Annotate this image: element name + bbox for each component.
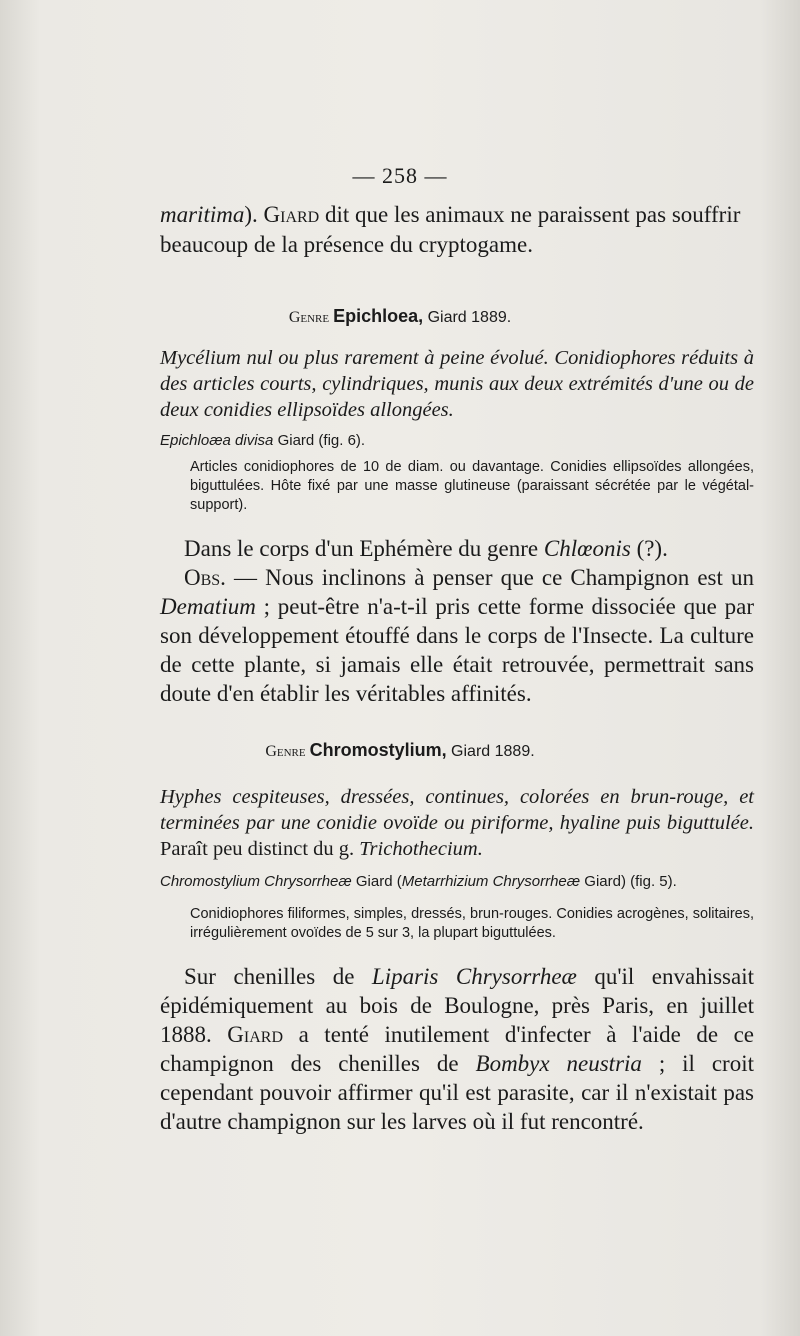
- diagnosis-text: Hyphes cespiteuses, dressées, continues, colorées en brun-rouge, et terminées par une conidie ovoïde ou piriforme, hyaline puis biguttulée.: [160, 786, 754, 834]
- section1-observation: [160, 563, 754, 708]
- para-text-d: ; il croit cependant pouvoir affirmer qu'il est parasite, car il n'existait pas d'autre champignon sur les larves où il fut rencontré.: [160, 1051, 754, 1134]
- page-number: — 258 —: [352, 163, 448, 188]
- diagnosis-tail: Paraît peu distinct du g.: [160, 838, 360, 860]
- habitat-genus: Chlœonis: [543, 536, 631, 561]
- intro-text-a: ).: [244, 202, 264, 227]
- para-text-a: Sur chenilles de: [184, 964, 372, 989]
- intro-paragraph: [160, 200, 754, 260]
- intro-text-b: dit que les animaux ne paraissent pas souffrir beaucoup de la présence du cryptogame.: [160, 202, 741, 257]
- section1-description: Articles conidiophores de 10 de diam. ou davantage. Conidies ellipsoïdes allongées, biguttulées. Hôte fixé par une masse glutineuse (paraissant sécrétée par le végétal-support).: [190, 459, 754, 513]
- intro-author: Giard: [263, 202, 320, 227]
- obs-label: Obs.: [184, 565, 226, 590]
- intro-italic-word: maritima: [160, 202, 245, 227]
- genus-name: Chromostylium,: [309, 740, 447, 760]
- para-author: Giard: [227, 1022, 284, 1047]
- genre-word: Genre: [288, 309, 330, 326]
- species-authority: Giard (fig. 6).: [273, 432, 366, 449]
- para-host: Liparis Chrysorrheæ: [371, 964, 577, 989]
- obs-text-a: — Nous inclinons à penser que ce Champignon est un: [225, 565, 754, 590]
- section2-heading: [0, 740, 800, 761]
- synonym-name: Metarrhizium Chrysorrheæ: [401, 873, 581, 890]
- section2-diagnosis: [160, 784, 754, 862]
- para-text-b: qu'il envahissait épidémiquement au bois de Boulogne, près Paris, en juillet 1888.: [160, 964, 754, 1047]
- genus-authority: Giard 1889.: [423, 309, 512, 326]
- section1-habitat: [184, 534, 754, 563]
- section2-paragraph: [160, 962, 754, 1136]
- synonym-tail: Giard) (fig. 5).: [580, 873, 677, 890]
- genus-name: Epichloea,: [333, 306, 424, 326]
- section1-species: [160, 432, 754, 449]
- section2-description: Conidiophores filiformes, simples, dressés, brun-rouges. Conidies acrogènes, solitaires, irrégulièrement ovoïdes de 5 sur 3, la plupart biguttulées.: [190, 906, 754, 941]
- obs-text-b: ; peut-être n'a-t-il pris cette forme dissociée que par son développement étouffé dans le corps de l'Insecte. La culture de cette plante, si jamais elle était retrouvée, permettrait sans doute d'en établir les véritables affinités.: [160, 594, 754, 706]
- para-host2: Bombyx neustria: [475, 1051, 642, 1076]
- genus-authority: Giard 1889.: [446, 743, 535, 760]
- species-name: Chromostylium Chrysorrheæ: [160, 873, 352, 890]
- diagnosis-genus: Trichothecium.: [359, 838, 483, 860]
- para-text-c: a tenté inutilement d'infecter à l'aide de ce champignon des chenilles de: [160, 1022, 755, 1076]
- species-name: Epichloæa divisa: [160, 432, 274, 449]
- obs-genus: Dematium: [160, 594, 256, 619]
- habitat-prefix: Dans le corps d'un Ephémère du genre: [184, 536, 544, 561]
- section1-heading: [0, 306, 800, 327]
- genre-word: Genre: [265, 743, 306, 760]
- species-authority: Giard (: [351, 873, 402, 890]
- section2-species: [160, 873, 754, 890]
- section1-diagnosis: Mycélium nul ou plus rarement à peine évolué. Conidiophores réduits à des articles courts, cylindriques, munis aux deux extrémités d'une ou de deux conidies ellipsoïdes allongées.: [160, 347, 754, 421]
- habitat-suffix: (?).: [630, 536, 668, 561]
